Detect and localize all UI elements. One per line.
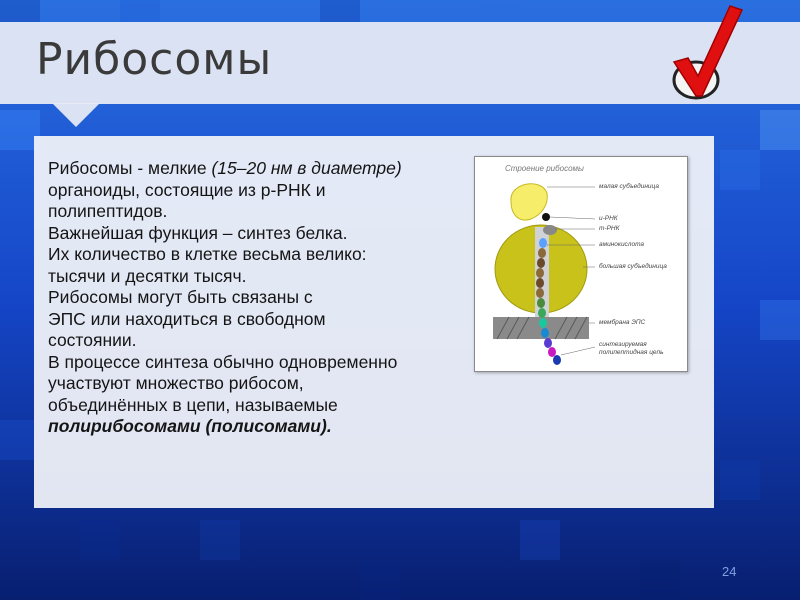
label-large-subunit: большая субъединица bbox=[599, 263, 667, 270]
body-line: тысячи и десятки тысяч. bbox=[48, 265, 247, 286]
body-line: объединённых в цепи, называемые bbox=[48, 394, 338, 415]
title-band-notch bbox=[52, 103, 100, 127]
body-line bbox=[48, 158, 488, 180]
label-chain-2: полипептидная цепь bbox=[599, 349, 664, 356]
body-line: полипептидов. bbox=[48, 201, 168, 221]
small-subunit bbox=[511, 184, 547, 220]
body-line: Важнейшая функция – синтез белка. bbox=[48, 222, 348, 243]
label-trna: т-РНК bbox=[599, 225, 620, 232]
diagram-title: Строение рибосомы bbox=[505, 164, 584, 173]
body-line: органоиды, состоящие из р-РНК и bbox=[48, 179, 326, 200]
size-note: (15–20 нм в диаметре) bbox=[211, 158, 402, 178]
body-text bbox=[48, 158, 488, 438]
body-line: В процессе синтеза обычно одновременно bbox=[48, 351, 398, 372]
label-membrane: мембрана ЭПС bbox=[599, 319, 646, 326]
body-line: Их количество в клетке весьма велико: bbox=[48, 244, 367, 264]
checkmark-icon bbox=[664, 0, 744, 110]
label-small-subunit: малая субъединица bbox=[599, 183, 659, 190]
body-line bbox=[48, 416, 488, 438]
label-amino-acid: аминокислота bbox=[599, 241, 645, 248]
slide-title: Рибосомы bbox=[36, 34, 273, 85]
label-chain-1: синтезируемая bbox=[599, 341, 647, 348]
body-text-period: . bbox=[326, 416, 332, 436]
body-line: ЭПС или находиться в свободном bbox=[48, 308, 326, 329]
polysome-term: полирибосомами (полисомами) bbox=[48, 416, 327, 436]
body-text-plain: Рибосомы - мелкие bbox=[48, 158, 212, 178]
label-irna: и-РНК bbox=[599, 215, 618, 222]
body-line: участвуют множество рибосом, bbox=[48, 373, 304, 393]
body-line: состоянии. bbox=[48, 330, 137, 350]
body-line: Рибосомы могут быть связаны с bbox=[48, 287, 313, 307]
ribosome-diagram bbox=[474, 156, 688, 372]
trna bbox=[543, 225, 557, 235]
page-number: 24 bbox=[722, 564, 737, 579]
irna-dot bbox=[542, 213, 550, 221]
